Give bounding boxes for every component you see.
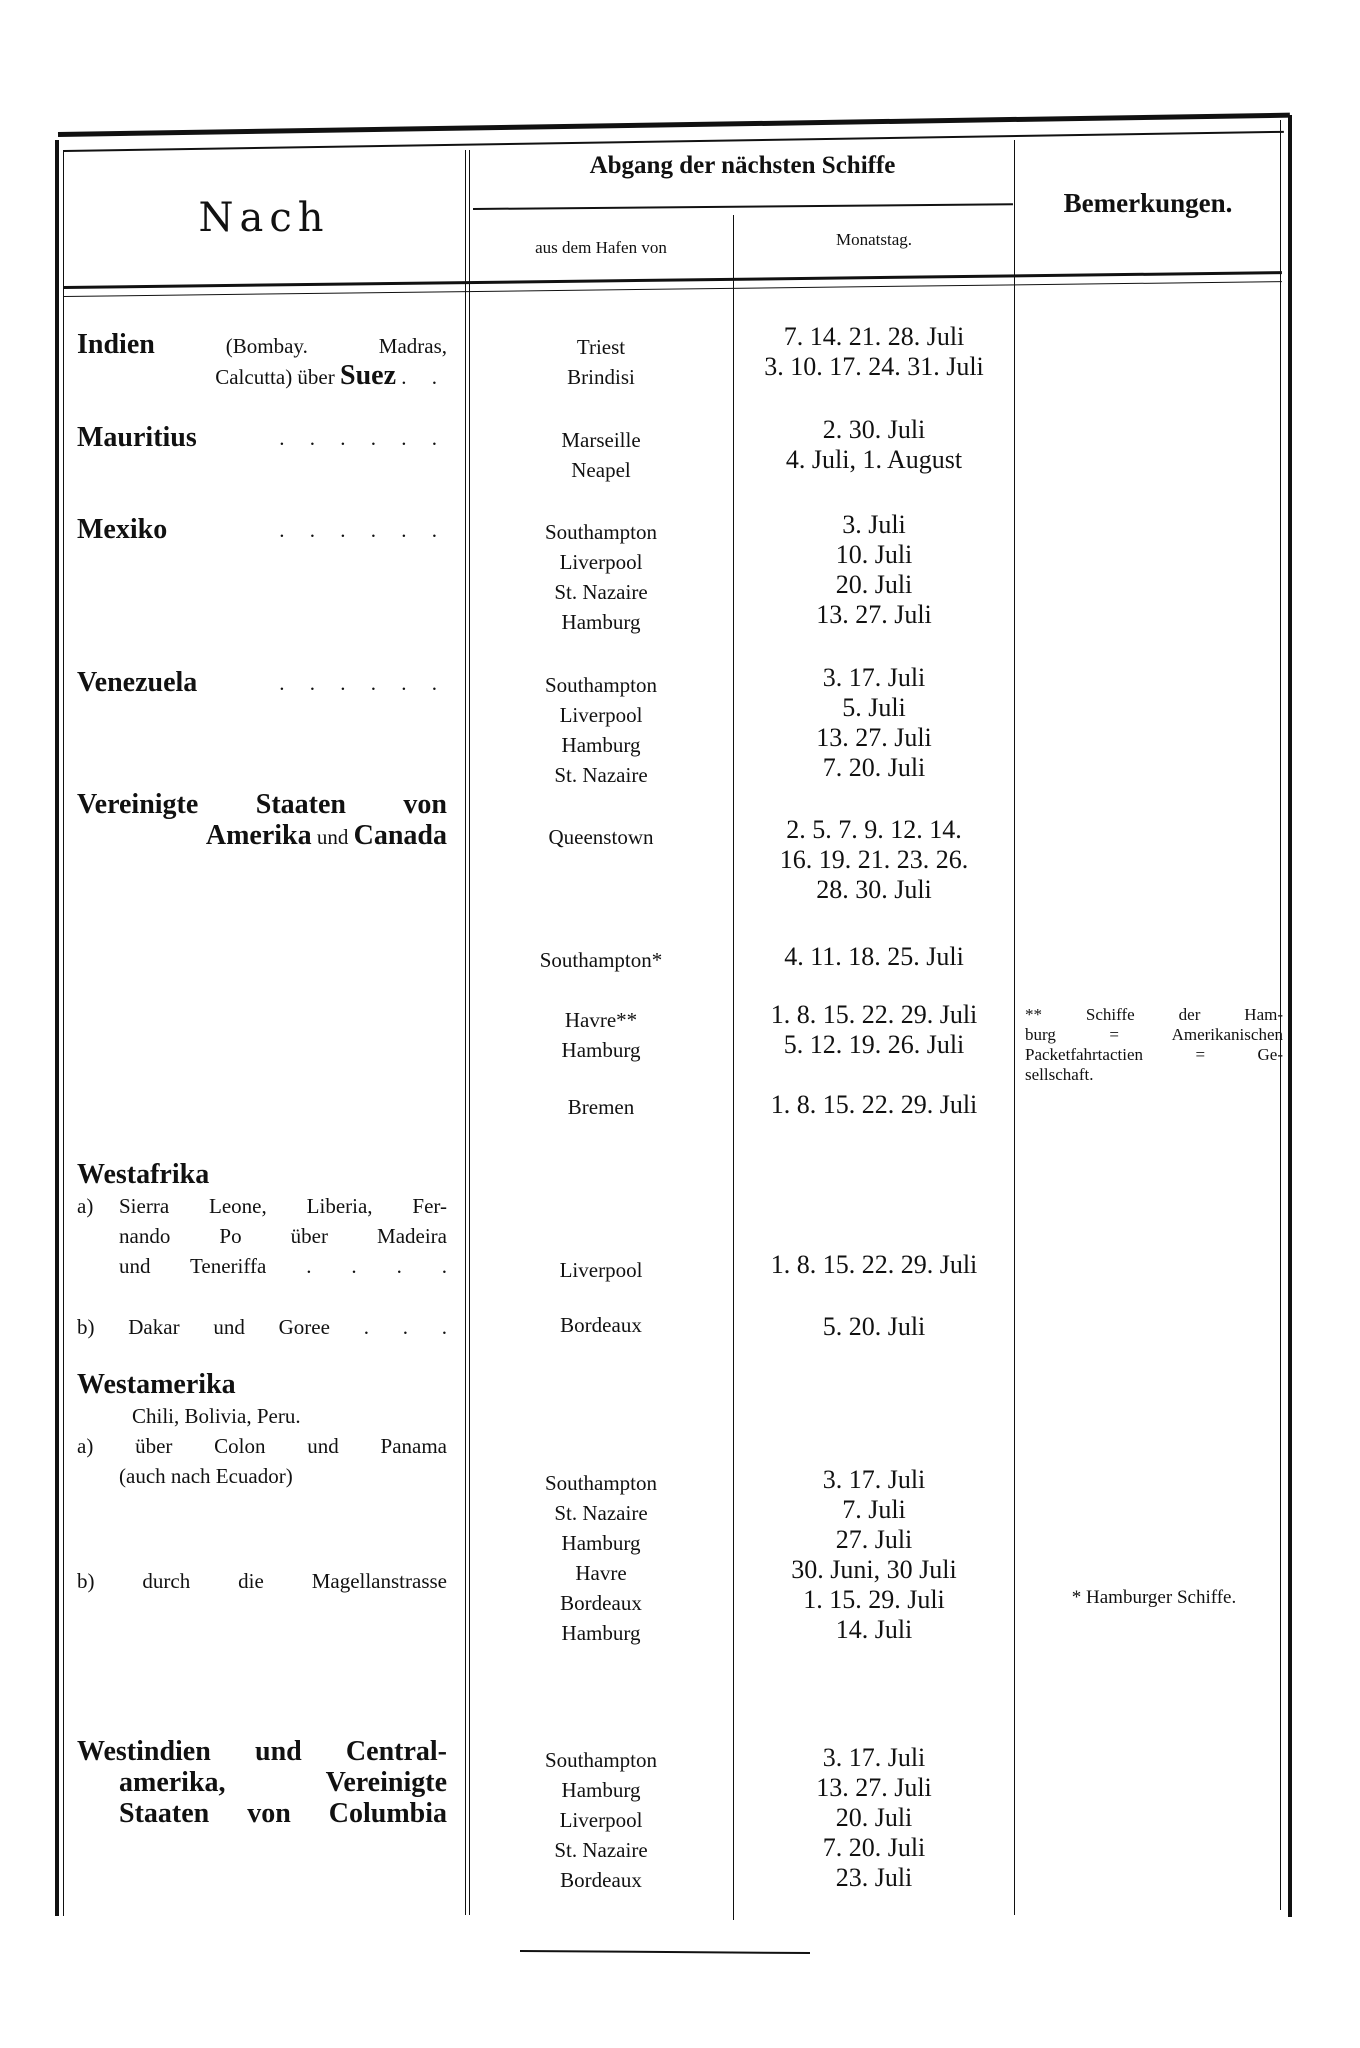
port: St. Nazaire: [554, 763, 648, 787]
port: Triest: [576, 335, 626, 359]
table-right-border: [1288, 115, 1292, 1917]
port: Southampton: [544, 673, 657, 697]
note-hamburger-schiffe: * Hamburger Schiffe.: [1071, 1587, 1237, 1608]
port: Hamburg: [561, 1778, 641, 1802]
port: Bordeaux: [560, 1591, 642, 1615]
column-divider: [465, 150, 466, 1915]
ports-venezuela: [470, 670, 732, 790]
port: St. Nazaire: [554, 580, 648, 604]
date: 7. 20. Juli: [822, 1833, 926, 1862]
date: 4. Juli, 1. August: [785, 445, 963, 474]
dates-usa-queenstown: [735, 815, 1013, 905]
leader-dots: . . . . . .: [279, 426, 447, 450]
date: 20. Juli: [835, 1803, 913, 1832]
date: 23. Juli: [835, 1863, 913, 1892]
leader-dots: . . . . . .: [279, 671, 447, 695]
port: St. Nazaire: [554, 1501, 648, 1525]
ports-usa-southampton: [470, 945, 732, 975]
date: 16. 19. 21. 23. 26.: [779, 845, 969, 874]
port: Brindisi: [567, 365, 635, 389]
date: 1. 15. 29. Juli: [803, 1585, 945, 1614]
date: 20. Juli: [835, 570, 913, 599]
date: 3. 17. Juli: [822, 1743, 926, 1772]
leader-dots: . .: [401, 365, 447, 389]
port: St. Nazaire: [554, 1838, 648, 1862]
date: 3. 10. 17. 24. 31. Juli: [764, 352, 984, 381]
destination-name: Venezuela: [77, 667, 198, 698]
port: Liverpool: [559, 1808, 643, 1832]
destination-detail: (Bombay. Madras,: [225, 334, 447, 358]
port: Hamburg: [561, 610, 641, 634]
header-monatstag: Monatstag.: [835, 230, 913, 249]
leader-dots: . . . . . .: [279, 518, 447, 542]
column-divider: [733, 215, 734, 1920]
destination-westindien: [77, 1737, 447, 1830]
destination-name: Mauritius: [77, 422, 197, 453]
port: Bordeaux: [560, 1868, 642, 1892]
date: 13. 27. Juli: [816, 1773, 932, 1802]
port: Southampton*: [539, 948, 663, 972]
port: Queenstown: [548, 825, 654, 849]
table-left-border: [55, 140, 59, 1916]
date: 1. 8. 15. 22. 29. Juli: [770, 1090, 978, 1119]
ports-usa-havre-hamburg: [470, 1005, 732, 1065]
ports-indien: [470, 332, 732, 392]
port: Havre**: [564, 1008, 638, 1032]
destination-name: Westamerika: [77, 1369, 236, 1400]
date: 1. 8. 15. 22. 29. Juli: [770, 1000, 978, 1029]
date: 5. 20. Juli: [822, 1312, 926, 1341]
destination-indien: [77, 330, 447, 392]
destination-westamerika: [77, 1370, 447, 1596]
date: 10. Juli: [835, 540, 913, 569]
header-bemerkungen: Bemerkungen.: [1063, 188, 1233, 218]
date: 3. 17. Juli: [822, 1465, 926, 1494]
destination-name: amerika, Vereinigte: [119, 1767, 447, 1798]
destination-detail: Calcutta) über: [215, 365, 335, 389]
port: Neapel: [571, 458, 631, 482]
note-line: ** Schiffe der Ham-: [1025, 1005, 1283, 1024]
destination-usa-canada: [77, 790, 447, 852]
header-split-line: [473, 203, 1013, 210]
port: Southampton: [544, 520, 657, 544]
dates-westamerika: [735, 1465, 1013, 1645]
dates-westindien: [735, 1743, 1013, 1893]
header-bottom-border: [64, 271, 1282, 289]
note-hamburg-amerikanische: [1025, 1005, 1283, 1085]
destination-venezuela: [77, 668, 447, 698]
ports-mexiko: [470, 517, 732, 637]
port: Southampton: [544, 1748, 657, 1772]
destination-westafrika-b: [77, 1312, 447, 1342]
ports-usa-bremen: [470, 1092, 732, 1122]
destination-detail: und Teneriffa . . . .: [119, 1254, 447, 1278]
date: 27. Juli: [835, 1525, 913, 1554]
destination-mauritius: [77, 423, 447, 453]
port: Liverpool: [559, 550, 643, 574]
port: Hamburg: [561, 1621, 641, 1645]
dates-mexiko: [735, 510, 1013, 630]
date: 4. 11. 18. 25. Juli: [784, 942, 964, 971]
date: 28. 30. Juli: [816, 875, 932, 904]
header-hafen: aus dem Hafen von: [535, 238, 667, 257]
destination-detail: a) über Colon und Panama: [77, 1434, 447, 1458]
date: 13. 27. Juli: [816, 600, 932, 629]
destination-detail: b) durch die Magellanstrasse: [77, 1569, 447, 1593]
destination-detail: Chili, Bolivia, Peru.: [132, 1404, 301, 1428]
port: Bremen: [567, 1095, 635, 1119]
dates-westafrika-a: [735, 1250, 1013, 1280]
port: Southampton: [544, 1471, 657, 1495]
destination-name: Amerika: [205, 820, 312, 851]
dates-usa-southampton: [735, 942, 1013, 972]
dates-venezuela: [735, 663, 1013, 783]
dates-mauritius: [735, 415, 1013, 475]
destination-name: Suez: [340, 360, 396, 391]
destination-detail: (auch nach Ecuador): [119, 1464, 293, 1488]
destination-name: Vereinigte Staaten von: [77, 789, 447, 820]
connector: und: [316, 825, 349, 849]
date: 3. Juli: [842, 510, 906, 539]
dates-indien: [735, 322, 1013, 382]
destination-detail: Sierra Leone, Liberia, Fer-: [119, 1194, 447, 1218]
destination-detail: nando Po über Madeira: [119, 1224, 447, 1248]
date: 13. 27. Juli: [816, 723, 932, 752]
date: 1. 8. 15. 22. 29. Juli: [770, 1250, 978, 1279]
date: 5. 12. 19. 26. Juli: [783, 1030, 965, 1059]
destination-mexiko: [77, 515, 447, 545]
port: Liverpool: [559, 1258, 643, 1282]
ports-westafrika-b: [470, 1310, 732, 1340]
date: 7. 20. Juli: [822, 753, 926, 782]
note-line: sellschaft.: [1025, 1065, 1094, 1084]
note-line: Packetfahrtactien = Ge-: [1025, 1045, 1283, 1064]
header-abgang: Abgang der nächsten Schiffe: [589, 152, 896, 179]
destination-name: Staaten von Columbia: [119, 1798, 447, 1829]
ports-usa-queenstown: [470, 822, 732, 852]
ports-westindien: [470, 1745, 732, 1895]
table-left-inner-border: [63, 150, 64, 1916]
dates-westafrika-b: [735, 1312, 1013, 1342]
date: 2. 5. 7. 9. 12. 14.: [786, 815, 962, 844]
date: 5. Juli: [842, 693, 906, 722]
port: Liverpool: [559, 703, 643, 727]
date: 30. Juni, 30 Juli: [791, 1555, 957, 1584]
sub-label: a): [77, 1194, 94, 1218]
destination-name: Westindien und Central-: [77, 1736, 447, 1767]
date: 2. 30. Juli: [822, 415, 926, 444]
dates-usa-bremen: [735, 1090, 1013, 1120]
date: 7. Juli: [842, 1495, 906, 1524]
note-line: burg = Amerikanischen: [1025, 1025, 1283, 1044]
date: 3. 17. Juli: [822, 663, 926, 692]
destination-detail: b) Dakar und Goree . . .: [77, 1315, 447, 1339]
port: Hamburg: [561, 1531, 641, 1555]
destination-name: Indien: [77, 329, 155, 360]
port: Havre: [575, 1561, 627, 1585]
destination-name: Canada: [353, 820, 447, 851]
ports-westamerika: [470, 1468, 732, 1648]
port: Hamburg: [561, 733, 641, 757]
port: Bordeaux: [560, 1313, 642, 1337]
destination-name: Mexiko: [77, 514, 168, 545]
dates-usa-havre-hamburg: [735, 1000, 1013, 1060]
date: 7. 14. 21. 28. Juli: [783, 322, 965, 351]
header-nach: Nach: [198, 195, 330, 241]
port: Marseille: [561, 428, 641, 452]
ports-mauritius: [470, 425, 732, 485]
destination-westafrika: [77, 1160, 447, 1281]
closing-rule: [520, 1950, 810, 1954]
date: 14. Juli: [835, 1615, 913, 1644]
column-divider: [1014, 140, 1015, 1915]
ports-westafrika-a: [470, 1255, 732, 1285]
port: Hamburg: [561, 1038, 641, 1062]
destination-name: Westafrika: [77, 1159, 210, 1190]
